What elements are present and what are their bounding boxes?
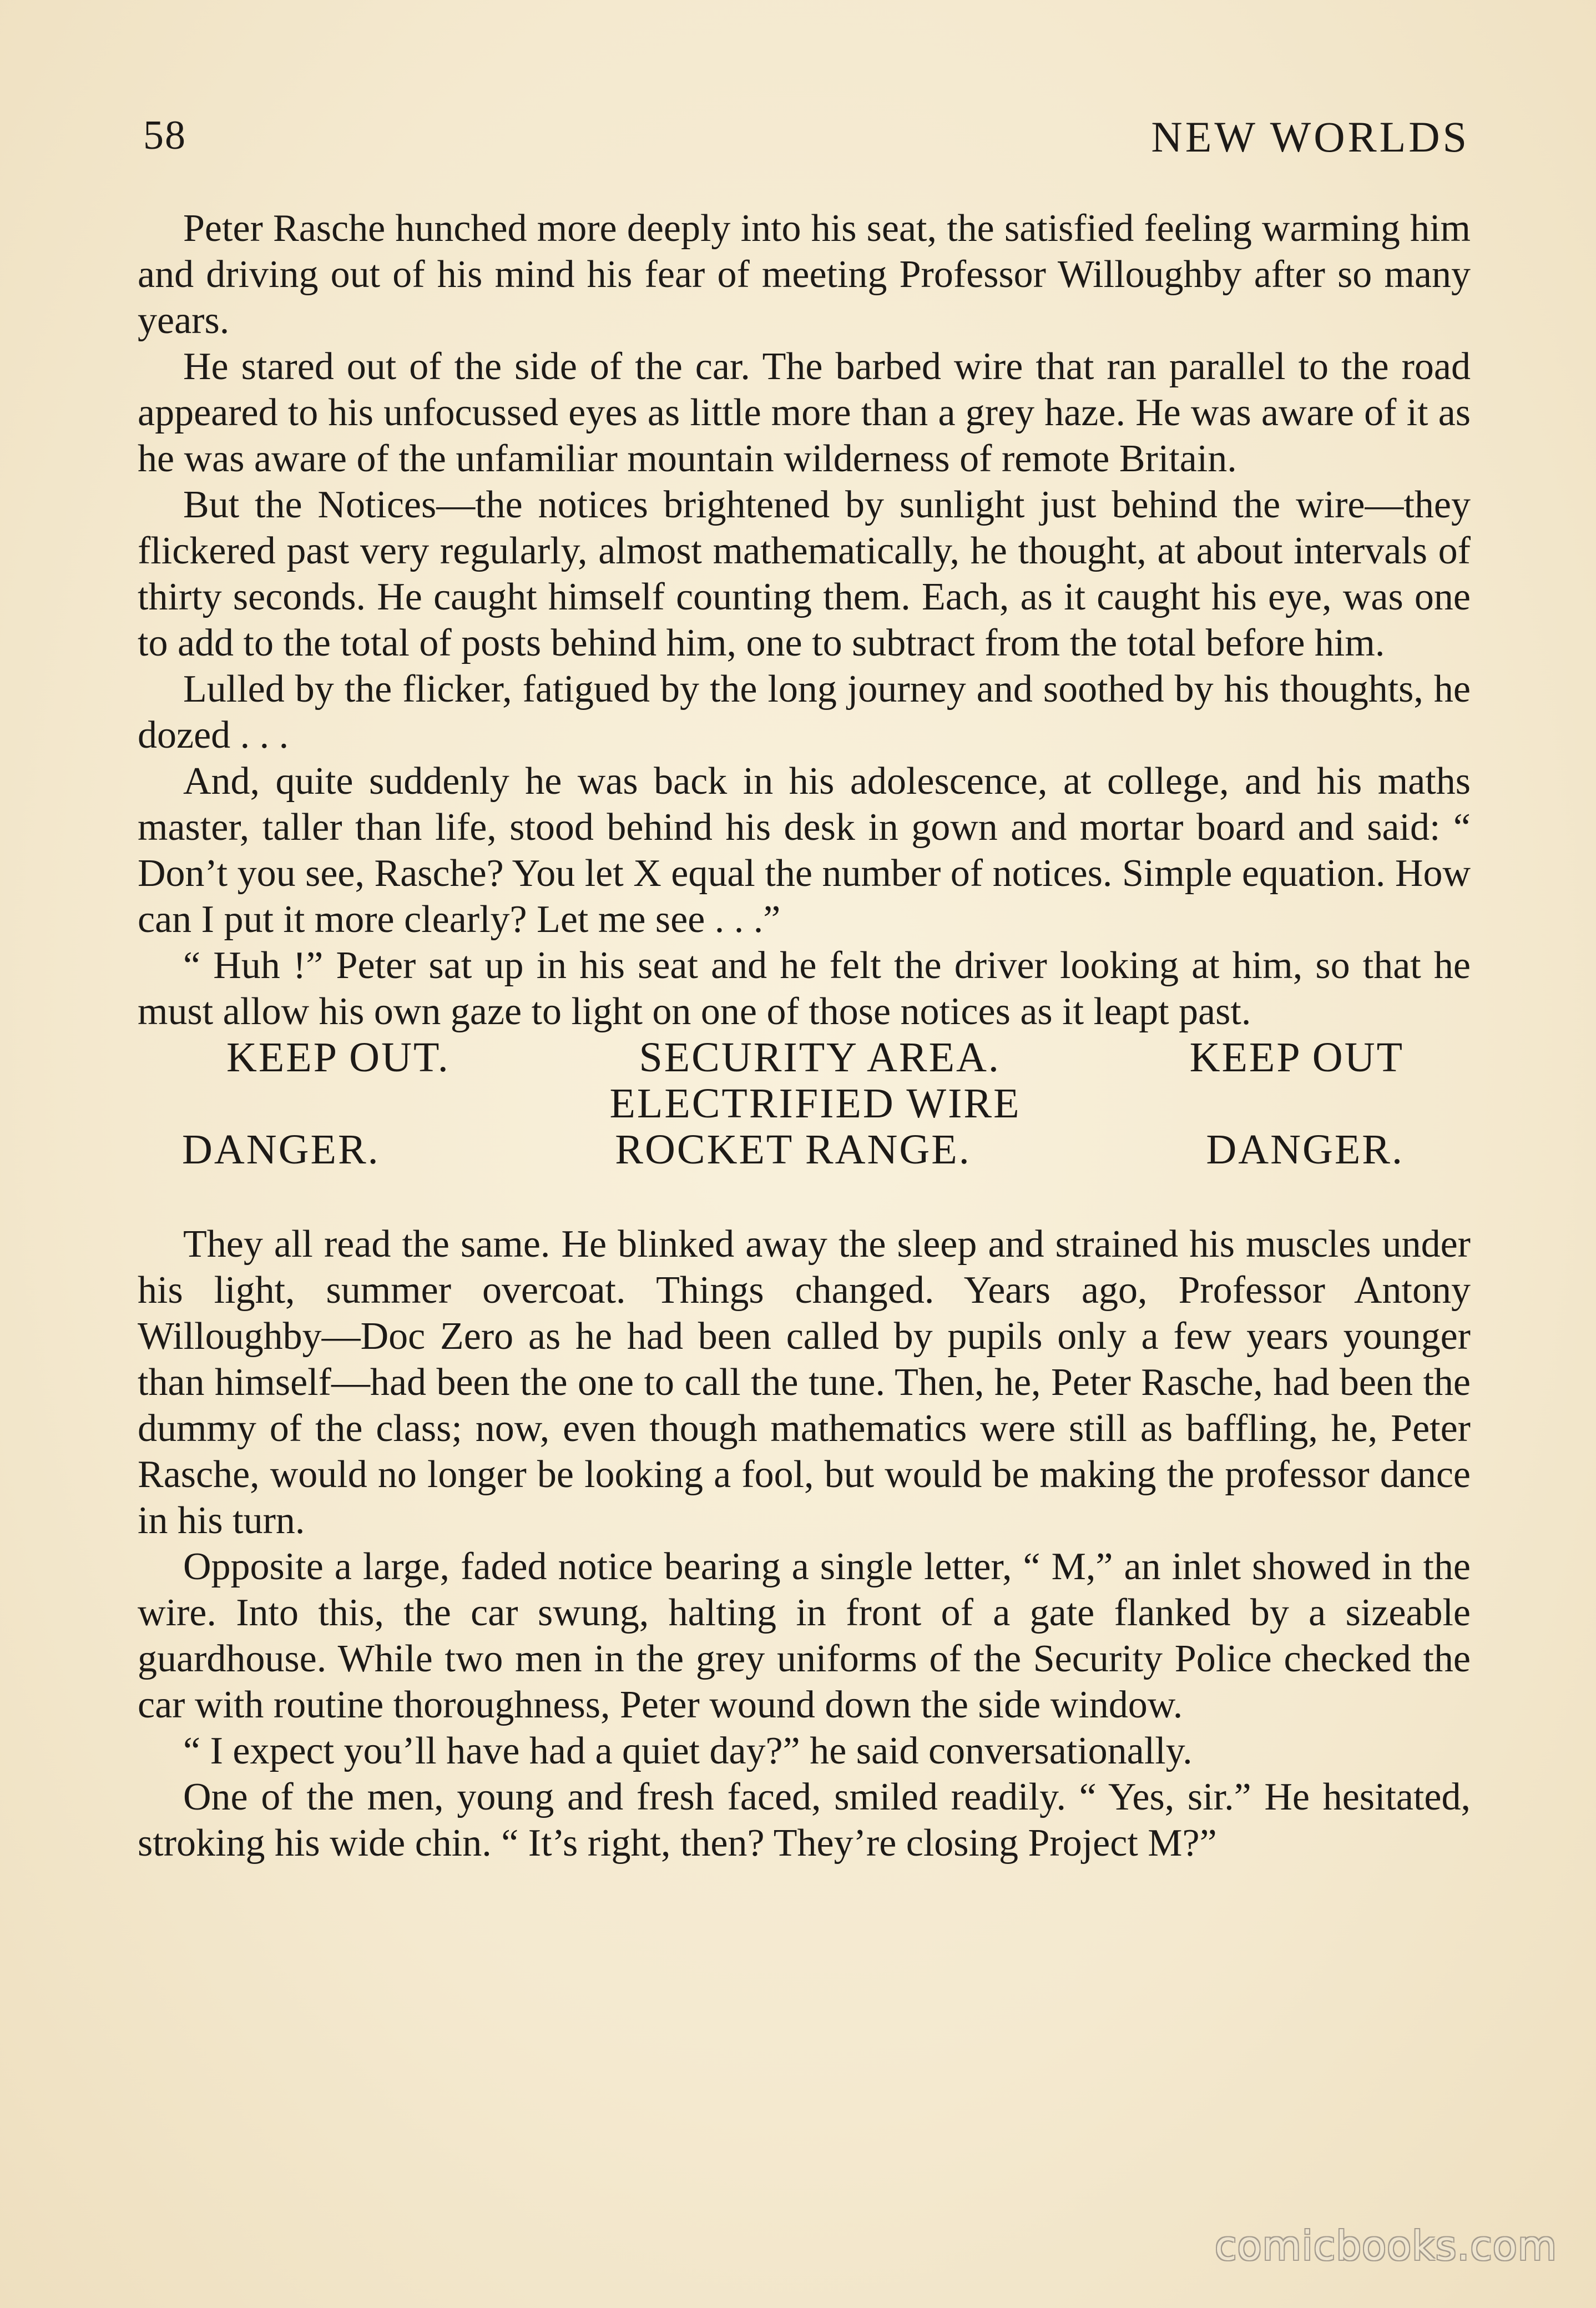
paragraph: Opposite a large, faded notice bearing a single letter, “ M,” an inlet showed in the wire. Into this, the car swung, halting in front of a gate flanked by a sizeable guardhouse. While two men in the grey uniforms of the Security Police checked the car with routine thoroughness, Peter wound down the side window.: [138, 1545, 1471, 1726]
paragraph: They all read the same. He blinked away the sleep and strained his muscles under his light, summer overcoat. Things changed. Years ago, Professor Antony Willoughby—Doc Zero as he had been called by pupils only a few years younger than himself—had been the one to call the tune. Then, he, Peter Rasche, had been the dummy of the class; now, even though mathematics were still as baffling, he, Peter Rasche, would no longer be looking a fool, but would be making the professor dance in his turn.: [138, 1223, 1471, 1542]
paragraph: Peter Rasche hunched more deeply into his seat, the satisfied feeling warming him and driving out of his mind his fear of meeting Professor Willoughby after so many years.: [138, 207, 1471, 342]
running-head: NEW WORLDS: [1151, 113, 1469, 161]
section-spacer: [138, 1173, 1471, 1221]
story-text: [138, 205, 1471, 1866]
notice-line-2: [138, 1081, 1471, 1127]
notice-text: ELECTRIFIED WIRE: [609, 1080, 1021, 1127]
paragraph: “ I expect you’ll have had a quiet day?” he said conversationally.: [183, 1730, 1193, 1772]
notice-text: KEEP OUT: [1189, 1034, 1404, 1081]
warning-notice: [138, 1035, 1471, 1173]
paragraph: Lulled by the flicker, fatigued by the long journey and soothed by his thoughts, he dozed . . .: [138, 668, 1471, 757]
notice-text: KEEP OUT.: [226, 1034, 450, 1081]
site-watermark: comicbooks.com: [1214, 2223, 1557, 2269]
notice-text: SECURITY AREA.: [639, 1034, 1001, 1081]
paragraph: One of the men, young and fresh faced, smiled readily. “ Yes, sir.” He hesitated, stroking his wide chin. “ It’s right, then? They’re closing Project M?”: [138, 1776, 1471, 1864]
paragraph: But the Notices—the notices brightened by sunlight just behind the wire—they flickered past very regularly, almost mathematically, he thought, at about intervals of thirty seconds. He caught himself counting them. Each, as it caught his eye, was one to add to the total of posts behind him, one to subtract from the total before him.: [138, 483, 1471, 664]
notice-text: DANGER.: [1206, 1126, 1404, 1173]
page-number: 58: [143, 113, 186, 158]
page-header: [143, 105, 1469, 167]
notice-text: ROCKET RANGE.: [615, 1126, 971, 1173]
paragraph: And, quite suddenly he was back in his adolescence, at college, and his maths master, taller than life, stood behind his desk in gown and mortar board and said: “ Don’t you see, Rasche? You let X equal the number of notices. Simple equation. How can I put it more clearly? Let me see . . .”: [138, 760, 1471, 941]
notice-text: DANGER.: [182, 1126, 380, 1173]
notice-line-1: [138, 1035, 1471, 1081]
paragraph: “ Huh !” Peter sat up in his seat and he felt the driver looking at him, so that he must allow his own gaze to light on one of those notices as it leapt past.: [138, 944, 1471, 1033]
notice-line-3: [138, 1127, 1471, 1173]
paragraph: He stared out of the side of the car. The barbed wire that ran parallel to the road appeared to his unfocussed eyes as little more than a grey haze. He was aware of it as he was aware of the unfamiliar mountain wilderness of remote Britain.: [138, 345, 1471, 480]
